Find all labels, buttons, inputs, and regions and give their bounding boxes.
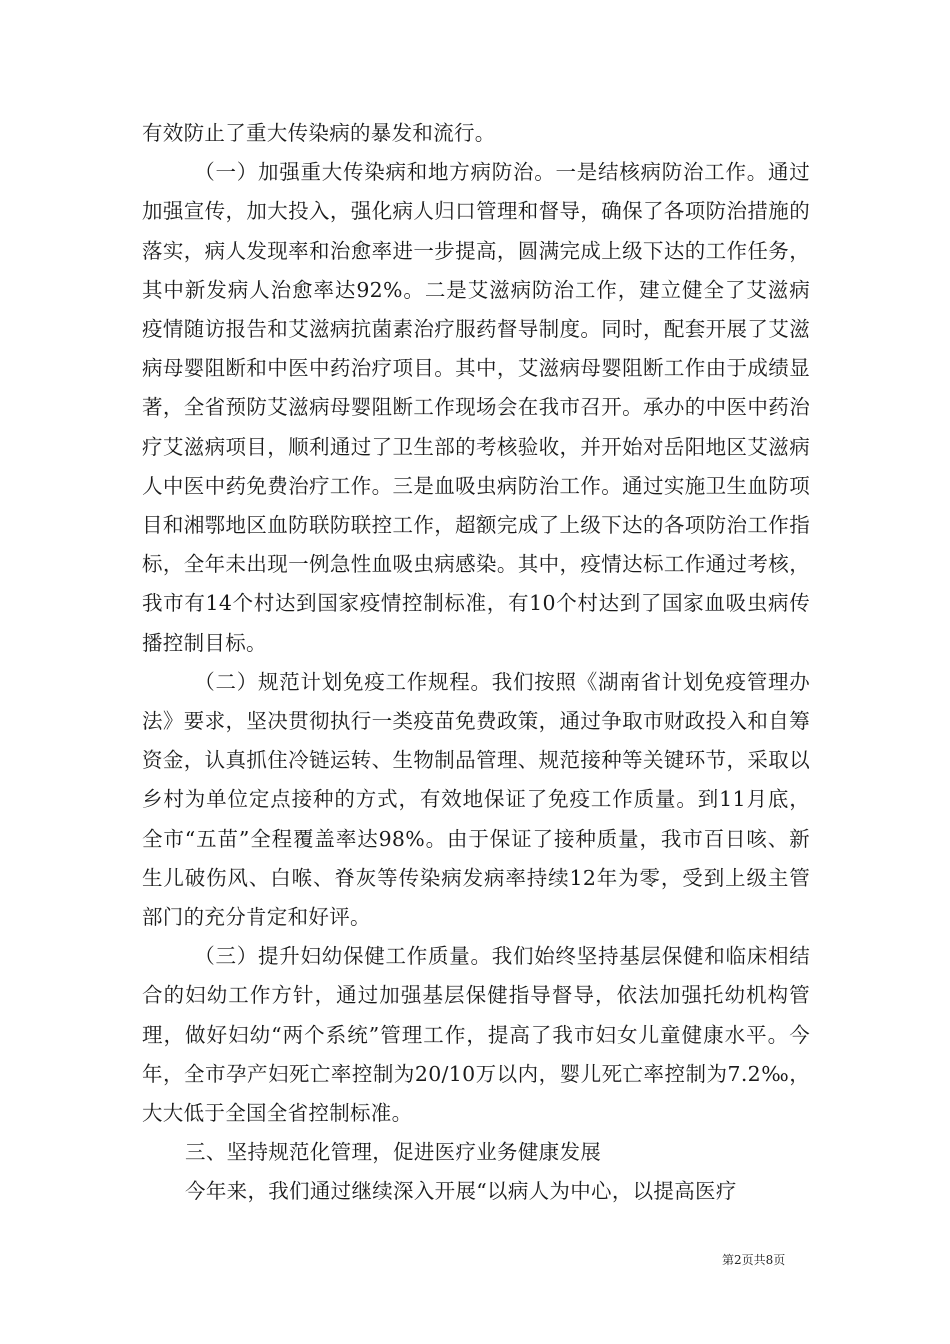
section-heading: 三、坚持规范化管理，促进医疗业务健康发展: [185, 1140, 602, 1165]
paragraph-maternal-child-health: （三）提升妇幼保健工作质量。我们始终坚持基层保健和临床相结合的妇幼工作方针，通过加强基层保健指导督导，依法加强托幼机构管理，做好妇幼“两个系统”管理工作，提高了我市妇女儿童健康水平。今年，全市孕产妇死亡率控制为20/10万以内，婴儿死亡率控制为7.2‰，大大低于全国全省控制标准。: [142, 944, 810, 1126]
paragraph-disease-control: （一）加强重大传染病和地方病防治。一是结核病防治工作。通过加强宣传，加大投入，强化病人归口管理和督导，确保了各项防治措施的落实，病人发现率和治愈率进一步提高，圆满完成上级下达的工作任务，其中新发病人治愈率达92%。二是艾滋病防治工作，建立健全了艾滋病疫情随访报告和艾滋病抗菌素治疗服药督导制度。同时，配套开展了艾滋病母婴阻断和中医中药治疗项目。其中，艾滋病母婴阻断工作由于成绩显著，全省预防艾滋病母婴阻断工作现场会在我市召开。承办的中医中药治疗艾滋病项目，顺利通过了卫生部的考核验收，并开始对岳阳地区艾滋病人中医中药免费治疗工作。三是血吸虫病防治工作。通过实施卫生血防项目和湘鄂地区血防联防联控工作，超额完成了上级下达的各项防治工作指标，全年未出现一例急性血吸虫病感染。其中，疫情达标工作通过考核，我市有14个村达到国家疫情控制标准，有10个村达到了国家血吸虫病传播控制目标。: [142, 160, 810, 655]
paragraph-medical-management: 今年来，我们通过继续深入开展“以病人为中心，以提高医疗: [185, 1179, 737, 1204]
paragraph-continuation: 有效防止了重大传染病的暴发和流行。: [142, 121, 496, 145]
paragraph-immunization: （二）规范计划免疫工作规程。我们按照《湖南省计划免疫管理办法》要求，坚决贯彻执行一类疫苗免费政策，通过争取市财政投入和自筹资金，认真抓住冷链运转、生物制品管理、规范接种等关键环节，采取以乡村为单位定点接种的方式，有效地保证了免疫工作质量。到11月底，全市“五苗”全程覆盖率达98%。由于保证了接种质量，我市百日咳、新生儿破伤风、白喉、脊灰等传染病发病率持续12年为零，受到上级主管部门的充分肯定和好评。: [142, 669, 810, 930]
page-number: 第2页共8页: [722, 1253, 786, 1267]
document-body: [142, 114, 810, 1212]
